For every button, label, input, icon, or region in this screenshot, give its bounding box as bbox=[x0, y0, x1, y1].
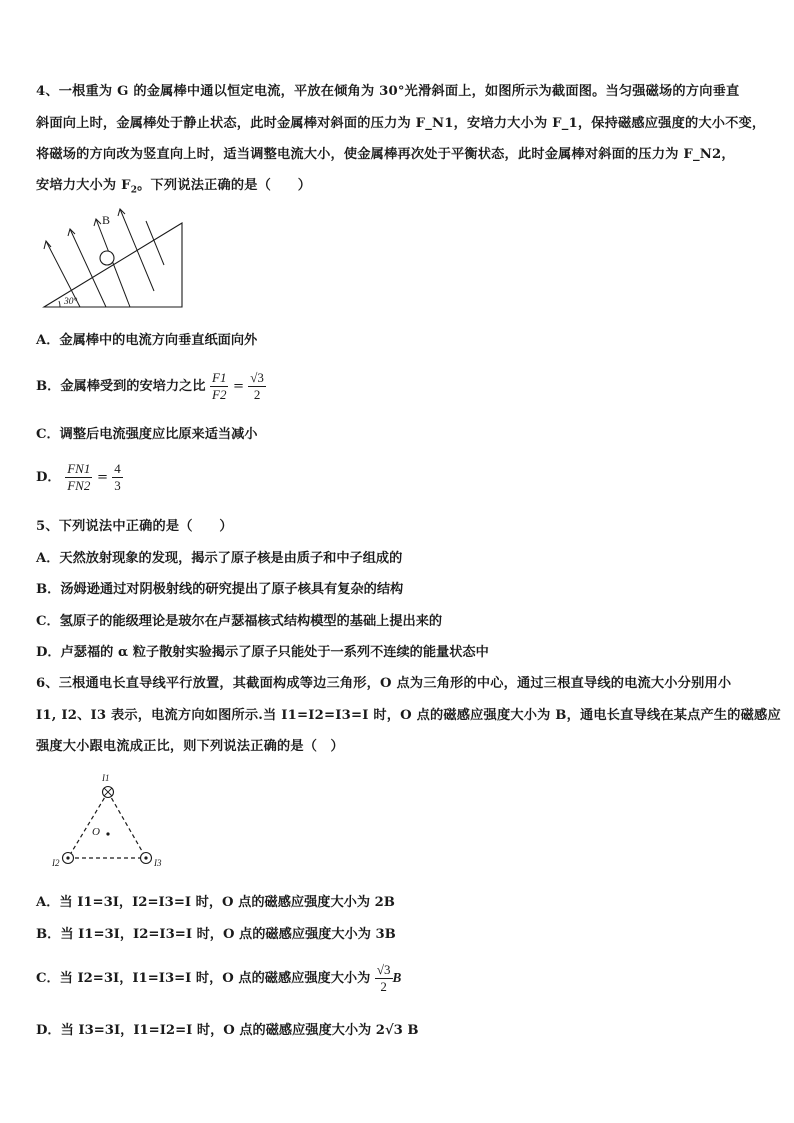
q5-option-d: D．卢瑟福的 α 粒子散射实验揭示了原子只能处于一系列不连续的能量状态中 bbox=[36, 645, 489, 660]
ratio-denominator: FN2 bbox=[67, 478, 91, 493]
q4-option-d-label: D． bbox=[36, 470, 61, 485]
q6-option-c-tail: B bbox=[392, 970, 402, 985]
q6-triangle-figure bbox=[48, 770, 178, 878]
q6-option-c-text: C．当 I2=3I，I1=I3=I 时，O 点的磁感应强度大小为 bbox=[36, 971, 371, 986]
ratio-denominator: F2 bbox=[212, 387, 227, 402]
q4-option-d: D． $\frac{FN1}{FN2}$ = $\frac{4}{3}$ bbox=[36, 461, 121, 493]
wire-out-of-page-icon bbox=[141, 853, 152, 864]
value-denominator: 2 bbox=[253, 387, 261, 402]
value-denominator: 3 bbox=[114, 478, 121, 493]
q6-stem-line2: I1, I2、I3 表示，电流方向如图所示.当 I1=I2=I3=I 时，O 点的磁感应强度大小为 B，通电长直导线在某点产生的磁感应 bbox=[36, 708, 781, 723]
q6-option-b: B．当 I1=3I，I2=I3=I 时，O 点的磁感应强度大小为 3B bbox=[36, 927, 396, 942]
incline-triangle bbox=[44, 223, 182, 307]
angle-label: 30° bbox=[64, 297, 78, 307]
q4-stem-line4-pre: 安培力大小为 F bbox=[36, 178, 131, 193]
value-numerator: 4 bbox=[114, 461, 121, 476]
q4-option-b-text: B．金属棒受到的安培力之比 bbox=[36, 379, 206, 394]
q4-stem-line4-post: 。下列说法正确的是（ ） bbox=[137, 178, 312, 193]
q5-option-b: B．汤姆逊通过对阴极射线的研究提出了原子核具有复杂的结构 bbox=[36, 582, 404, 597]
triangle-edges bbox=[68, 792, 146, 858]
q6-option-c-value bbox=[375, 962, 393, 995]
value-numerator: √3 bbox=[376, 962, 391, 977]
q4-option-d-value bbox=[112, 461, 123, 494]
q4-option-b-ratio bbox=[210, 370, 228, 403]
q5-option-a: A．天然放射现象的发现，揭示了原子核是由质子和中子组成的 bbox=[36, 551, 403, 566]
q4-stem-line2: 斜面向上时，金属棒处于静止状态，此时金属棒对斜面的压力为 F_N1，安培力大小为 F_1，保持磁感应强度的大小不变， bbox=[36, 116, 766, 131]
label-i2: I2 bbox=[52, 858, 60, 868]
q4-option-b: B．金属棒受到的安培力之比 $\frac{F1}{F2}$ = $\frac{√3}{2}$ bbox=[36, 370, 264, 402]
q5-stem: 5、下列说法中正确的是（ ） bbox=[36, 519, 233, 534]
q6-option-a: A．当 I1=3I，I2=I3=I 时，O 点的磁感应强度大小为 2B bbox=[36, 895, 395, 910]
q4-stem-line3: 将磁场的方向改为竖直向上时，适当调整电流大小，使金属棒再次处于平衡状态，此时金属棒对斜面的压力为 F_N2， bbox=[36, 147, 735, 162]
q4-stem-line4: 安培力大小为 $F_2$。下列说法正确的是（ ） bbox=[36, 178, 312, 196]
value-denominator: 2 bbox=[380, 979, 387, 994]
q4-stem-line1: 4、一根重为 G 的金属棒中通以恒定电流，平放在倾角为 30°光滑斜面上，如图所示为截面图。当匀强磁场的方向垂直 bbox=[36, 84, 740, 99]
ratio-numerator: F1 bbox=[212, 370, 227, 385]
label-i3: I3 bbox=[154, 858, 162, 868]
metal-rod-icon bbox=[100, 251, 114, 265]
q6-stem-line1: 6、三根通电长直导线平行放置，其截面构成等边三角形，O 点为三角形的中心，通过三根直导线的电流大小分别用小 bbox=[36, 676, 732, 691]
q4-option-c: C．调整后电流强度应比原来适当减小 bbox=[36, 427, 258, 442]
field-label-b: B bbox=[102, 213, 111, 227]
wire-into-page-icon bbox=[103, 787, 114, 798]
q4-option-b-value bbox=[248, 370, 266, 403]
q6-option-c bbox=[36, 958, 401, 999]
q4-option-d-ratio bbox=[65, 461, 92, 494]
ratio-numerator: FN1 bbox=[67, 461, 91, 476]
q6-stem-line3: 强度大小跟电流成正比，则下列说法正确的是（ ） bbox=[36, 739, 344, 754]
center-point bbox=[106, 832, 109, 835]
q4-incline-figure bbox=[38, 205, 188, 313]
q5-option-c: C．氢原子的能级理论是玻尔在卢瑟福核式结构模型的基础上提出来的 bbox=[36, 614, 443, 629]
label-o: O bbox=[92, 826, 100, 838]
value-numerator: √3 bbox=[250, 370, 264, 385]
q6-option-d: D．当 I3=3I，I1=I2=I 时，O 点的磁感应强度大小为 2√3 B bbox=[36, 1023, 419, 1038]
q4-option-a: A．金属棒中的电流方向垂直纸面向外 bbox=[36, 333, 258, 348]
angle-arc bbox=[59, 301, 60, 307]
wire-out-of-page-icon bbox=[63, 853, 74, 864]
label-i1: I1 bbox=[102, 773, 110, 783]
